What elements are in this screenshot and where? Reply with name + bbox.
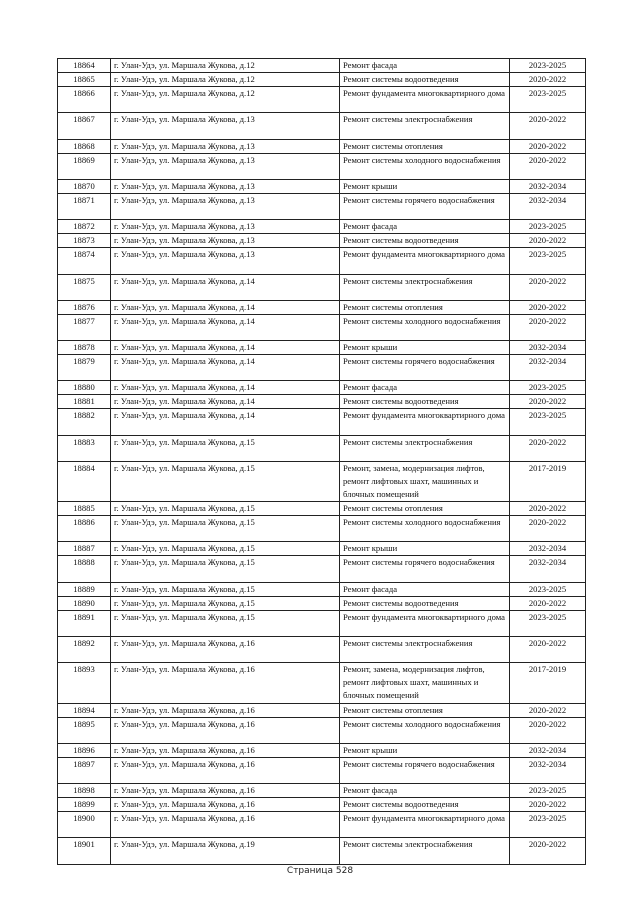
table-row	[58, 73, 586, 87]
table-row	[58, 435, 586, 461]
table-row	[58, 139, 586, 153]
row-number: 18873	[58, 234, 111, 248]
row-number: 18891	[58, 610, 111, 636]
table-row	[58, 340, 586, 354]
table-row	[58, 784, 586, 798]
row-period: 2023-2025	[510, 220, 586, 234]
document-sheet	[57, 58, 585, 865]
table-row	[58, 838, 586, 864]
row-period: 2023-2025	[510, 381, 586, 395]
row-address: г. Улан-Удэ, ул. Маршала Жукова, д.15	[111, 556, 340, 582]
row-period: 2020-2022	[510, 435, 586, 461]
row-work-type: Ремонт фундамента многоквартирного дома	[340, 610, 510, 636]
table-row	[58, 314, 586, 340]
table-row	[58, 395, 586, 409]
row-address: г. Улан-Удэ, ул. Маршала Жукова, д.16	[111, 798, 340, 812]
table-row	[58, 596, 586, 610]
table-row	[58, 87, 586, 113]
row-number: 18874	[58, 248, 111, 274]
page-footer: Страница 528	[286, 866, 354, 876]
row-address: г. Улан-Удэ, ул. Маршала Жукова, д.16	[111, 717, 340, 743]
row-address: г. Улан-Удэ, ул. Маршала Жукова, д.15	[111, 596, 340, 610]
row-work-type: Ремонт фундамента многоквартирного дома	[340, 87, 510, 113]
row-number: 18894	[58, 703, 111, 717]
row-work-type: Ремонт фасада	[340, 220, 510, 234]
row-period: 2020-2022	[510, 139, 586, 153]
row-address: г. Улан-Удэ, ул. Маршала Жукова, д.13	[111, 234, 340, 248]
row-work-type: Ремонт системы горячего водоснабжения	[340, 193, 510, 219]
row-period: 2023-2025	[510, 582, 586, 596]
row-work-type: Ремонт фундамента многоквартирного дома	[340, 812, 510, 838]
table-row	[58, 300, 586, 314]
row-number: 18887	[58, 542, 111, 556]
row-address: г. Улан-Удэ, ул. Маршала Жукова, д.14	[111, 314, 340, 340]
row-address: г. Улан-Удэ, ул. Маршала Жукова, д.12	[111, 73, 340, 87]
row-period: 2017-2019	[510, 461, 586, 501]
row-number: 18877	[58, 314, 111, 340]
table-row	[58, 502, 586, 516]
row-address: г. Улан-Удэ, ул. Маршала Жукова, д.14	[111, 300, 340, 314]
row-address: г. Улан-Удэ, ул. Маршала Жукова, д.12	[111, 59, 340, 73]
row-work-type: Ремонт системы холодного водоснабжения	[340, 717, 510, 743]
row-work-type: Ремонт фасада	[340, 784, 510, 798]
row-work-type: Ремонт системы водоотведения	[340, 234, 510, 248]
row-period: 2020-2022	[510, 300, 586, 314]
row-period: 2020-2022	[510, 274, 586, 300]
row-period: 2020-2022	[510, 73, 586, 87]
row-work-type: Ремонт системы электроснабжения	[340, 435, 510, 461]
row-number: 18892	[58, 637, 111, 663]
row-work-type: Ремонт системы водоотведения	[340, 798, 510, 812]
row-work-type: Ремонт системы холодного водоснабжения	[340, 314, 510, 340]
table-row	[58, 542, 586, 556]
repair-schedule-table	[57, 58, 586, 865]
row-work-type: Ремонт фундамента многоквартирного дома	[340, 409, 510, 435]
row-period: 2020-2022	[510, 516, 586, 542]
table-row	[58, 179, 586, 193]
row-work-type: Ремонт системы электроснабжения	[340, 113, 510, 139]
row-work-type: Ремонт системы горячего водоснабжения	[340, 355, 510, 381]
row-period: 2020-2022	[510, 717, 586, 743]
row-address: г. Улан-Удэ, ул. Маршала Жукова, д.13	[111, 179, 340, 193]
row-work-type: Ремонт крыши	[340, 179, 510, 193]
row-period: 2032-2034	[510, 757, 586, 783]
row-address: г. Улан-Удэ, ул. Маршала Жукова, д.16	[111, 784, 340, 798]
row-address: г. Улан-Удэ, ул. Маршала Жукова, д.14	[111, 409, 340, 435]
row-number: 18898	[58, 784, 111, 798]
row-work-type: Ремонт, замена, модернизация лифтов, ремонт лифтовых шахт, машинных и блочных помещений	[340, 663, 510, 703]
table-row	[58, 193, 586, 219]
row-number: 18878	[58, 340, 111, 354]
row-period: 2032-2034	[510, 556, 586, 582]
row-period: 2032-2034	[510, 355, 586, 381]
row-number: 18876	[58, 300, 111, 314]
row-period: 2023-2025	[510, 812, 586, 838]
table-row	[58, 153, 586, 179]
row-address: г. Улан-Удэ, ул. Маршала Жукова, д.16	[111, 663, 340, 703]
row-period: 2020-2022	[510, 596, 586, 610]
row-number: 18896	[58, 743, 111, 757]
row-number: 18882	[58, 409, 111, 435]
row-period: 2020-2022	[510, 153, 586, 179]
row-period: 2032-2034	[510, 340, 586, 354]
row-period: 2020-2022	[510, 703, 586, 717]
row-number: 18895	[58, 717, 111, 743]
row-period: 2023-2025	[510, 610, 586, 636]
row-work-type: Ремонт, замена, модернизация лифтов, ремонт лифтовых шахт, машинных и блочных помещений	[340, 461, 510, 501]
row-number: 18885	[58, 502, 111, 516]
row-address: г. Улан-Удэ, ул. Маршала Жукова, д.13	[111, 113, 340, 139]
row-address: г. Улан-Удэ, ул. Маршала Жукова, д.15	[111, 516, 340, 542]
row-work-type: Ремонт системы холодного водоснабжения	[340, 516, 510, 542]
row-address: г. Улан-Удэ, ул. Маршала Жукова, д.14	[111, 395, 340, 409]
row-number: 18890	[58, 596, 111, 610]
table-row	[58, 113, 586, 139]
row-period: 2017-2019	[510, 663, 586, 703]
row-address: г. Улан-Удэ, ул. Маршала Жукова, д.16	[111, 812, 340, 838]
row-work-type: Ремонт крыши	[340, 340, 510, 354]
row-period: 2023-2025	[510, 784, 586, 798]
row-number: 18884	[58, 461, 111, 501]
row-address: г. Улан-Удэ, ул. Маршала Жукова, д.15	[111, 610, 340, 636]
table-row	[58, 637, 586, 663]
row-period: 2023-2025	[510, 409, 586, 435]
row-address: г. Улан-Удэ, ул. Маршала Жукова, д.13	[111, 193, 340, 219]
row-address: г. Улан-Удэ, ул. Маршала Жукова, д.15	[111, 461, 340, 501]
table-row	[58, 220, 586, 234]
row-period: 2023-2025	[510, 248, 586, 274]
row-work-type: Ремонт системы водоотведения	[340, 73, 510, 87]
row-address: г. Улан-Удэ, ул. Маршала Жукова, д.13	[111, 248, 340, 274]
row-address: г. Улан-Удэ, ул. Маршала Жукова, д.16	[111, 703, 340, 717]
row-number: 18883	[58, 435, 111, 461]
row-period: 2020-2022	[510, 798, 586, 812]
table-row	[58, 757, 586, 783]
table-row	[58, 248, 586, 274]
row-number: 18888	[58, 556, 111, 582]
row-number: 18880	[58, 381, 111, 395]
row-address: г. Улан-Удэ, ул. Маршала Жукова, д.13	[111, 220, 340, 234]
row-number: 18893	[58, 663, 111, 703]
row-period: 2020-2022	[510, 637, 586, 663]
row-address: г. Улан-Удэ, ул. Маршала Жукова, д.16	[111, 637, 340, 663]
table-row	[58, 461, 586, 501]
row-number: 18897	[58, 757, 111, 783]
row-work-type: Ремонт системы электроснабжения	[340, 838, 510, 864]
table-row	[58, 59, 586, 73]
row-number: 18872	[58, 220, 111, 234]
row-number: 18900	[58, 812, 111, 838]
row-work-type: Ремонт системы водоотведения	[340, 395, 510, 409]
table-row	[58, 798, 586, 812]
row-work-type: Ремонт системы отопления	[340, 139, 510, 153]
row-period: 2020-2022	[510, 502, 586, 516]
row-address: г. Улан-Удэ, ул. Маршала Жукова, д.14	[111, 274, 340, 300]
row-work-type: Ремонт фундамента многоквартирного дома	[340, 248, 510, 274]
row-number: 18875	[58, 274, 111, 300]
table-body	[58, 59, 586, 865]
row-work-type: Ремонт фасада	[340, 582, 510, 596]
row-number: 18886	[58, 516, 111, 542]
row-number: 18865	[58, 73, 111, 87]
row-number: 18871	[58, 193, 111, 219]
table-row	[58, 582, 586, 596]
row-work-type: Ремонт системы водоотведения	[340, 596, 510, 610]
row-work-type: Ремонт системы отопления	[340, 502, 510, 516]
row-work-type: Ремонт фасада	[340, 59, 510, 73]
row-address: г. Улан-Удэ, ул. Маршала Жукова, д.16	[111, 757, 340, 783]
row-number: 18879	[58, 355, 111, 381]
row-address: г. Улан-Удэ, ул. Маршала Жукова, д.13	[111, 153, 340, 179]
row-address: г. Улан-Удэ, ул. Маршала Жукова, д.19	[111, 838, 340, 864]
table-row	[58, 274, 586, 300]
row-number: 18881	[58, 395, 111, 409]
table-row	[58, 355, 586, 381]
table-row	[58, 703, 586, 717]
row-period: 2020-2022	[510, 113, 586, 139]
row-work-type: Ремонт крыши	[340, 542, 510, 556]
row-period: 2032-2034	[510, 542, 586, 556]
row-number: 18864	[58, 59, 111, 73]
row-address: г. Улан-Удэ, ул. Маршала Жукова, д.12	[111, 87, 340, 113]
row-work-type: Ремонт системы горячего водоснабжения	[340, 757, 510, 783]
row-work-type: Ремонт системы отопления	[340, 300, 510, 314]
row-address: г. Улан-Удэ, ул. Маршала Жукова, д.14	[111, 355, 340, 381]
row-number: 18870	[58, 179, 111, 193]
row-period: 2020-2022	[510, 838, 586, 864]
row-number: 18869	[58, 153, 111, 179]
row-work-type: Ремонт системы электроснабжения	[340, 637, 510, 663]
row-period: 2032-2034	[510, 179, 586, 193]
row-number: 18889	[58, 582, 111, 596]
row-period: 2020-2022	[510, 234, 586, 248]
table-row	[58, 409, 586, 435]
row-address: г. Улан-Удэ, ул. Маршала Жукова, д.15	[111, 435, 340, 461]
row-number: 18899	[58, 798, 111, 812]
table-row	[58, 234, 586, 248]
row-number: 18868	[58, 139, 111, 153]
row-work-type: Ремонт системы холодного водоснабжения	[340, 153, 510, 179]
row-period: 2023-2025	[510, 59, 586, 73]
row-work-type: Ремонт системы электроснабжения	[340, 274, 510, 300]
row-address: г. Улан-Удэ, ул. Маршала Жукова, д.16	[111, 743, 340, 757]
row-work-type: Ремонт системы горячего водоснабжения	[340, 556, 510, 582]
row-period: 2023-2025	[510, 87, 586, 113]
row-period: 2020-2022	[510, 395, 586, 409]
row-period: 2032-2034	[510, 193, 586, 219]
row-period: 2032-2034	[510, 743, 586, 757]
table-row	[58, 743, 586, 757]
table-row	[58, 610, 586, 636]
table-row	[58, 381, 586, 395]
table-row	[58, 717, 586, 743]
row-work-type: Ремонт системы отопления	[340, 703, 510, 717]
row-address: г. Улан-Удэ, ул. Маршала Жукова, д.14	[111, 340, 340, 354]
row-address: г. Улан-Удэ, ул. Маршала Жукова, д.13	[111, 139, 340, 153]
row-number: 18866	[58, 87, 111, 113]
row-number: 18901	[58, 838, 111, 864]
row-work-type: Ремонт крыши	[340, 743, 510, 757]
table-row	[58, 812, 586, 838]
table-row	[58, 556, 586, 582]
row-work-type: Ремонт фасада	[340, 381, 510, 395]
row-period: 2020-2022	[510, 314, 586, 340]
row-address: г. Улан-Удэ, ул. Маршала Жукова, д.14	[111, 381, 340, 395]
table-row	[58, 663, 586, 703]
row-number: 18867	[58, 113, 111, 139]
row-address: г. Улан-Удэ, ул. Маршала Жукова, д.15	[111, 542, 340, 556]
row-address: г. Улан-Удэ, ул. Маршала Жукова, д.15	[111, 582, 340, 596]
table-row	[58, 516, 586, 542]
row-address: г. Улан-Удэ, ул. Маршала Жукова, д.15	[111, 502, 340, 516]
